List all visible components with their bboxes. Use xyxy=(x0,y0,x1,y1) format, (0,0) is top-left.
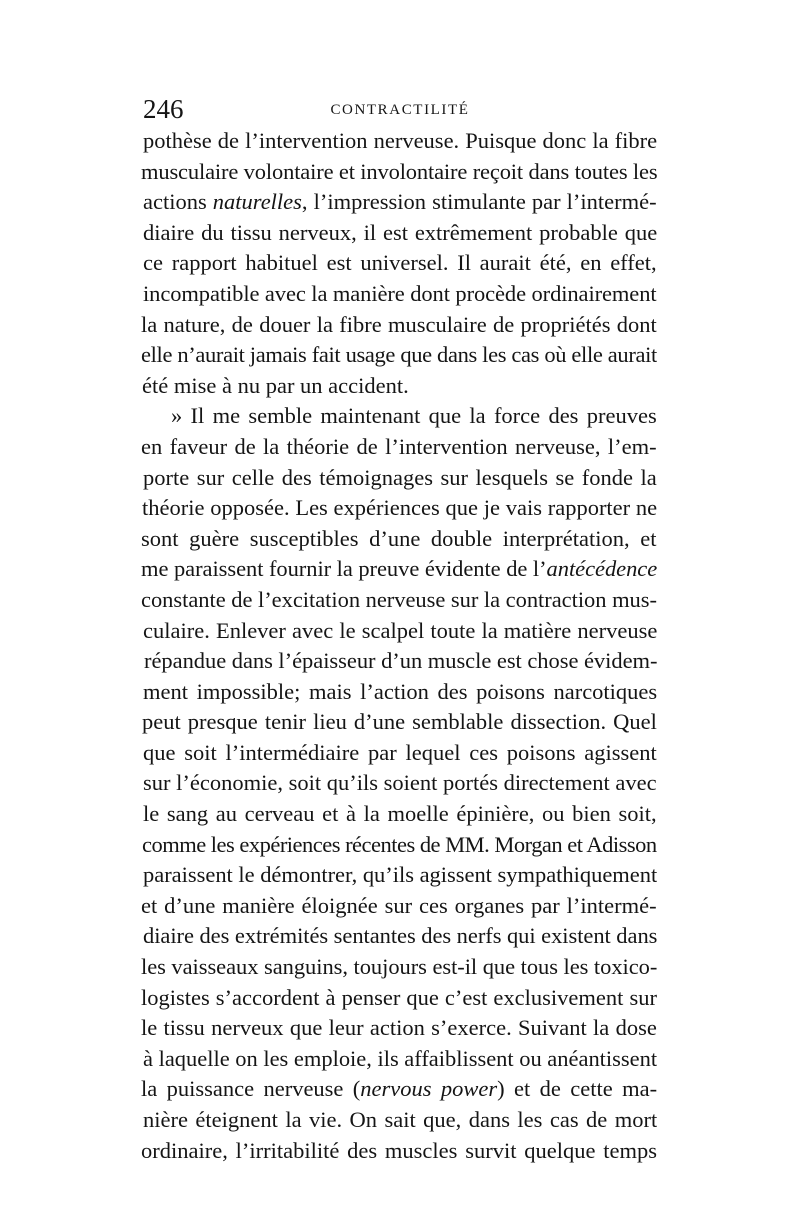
text-segment: elle n’aurait jamais fait usage que dans les cas où elle aurait xyxy=(141,342,657,368)
text-line xyxy=(141,157,657,188)
text-segment: à laquelle on les emploie, ils affaiblissent ou anéantissent xyxy=(143,1045,657,1071)
text-line xyxy=(141,952,657,983)
text-line xyxy=(141,1013,657,1044)
text-segment: paraissent le démontrer, qu’ils agissent sympathiquement xyxy=(143,862,657,888)
text-segment: comme les expériences récentes de MM. Morgan et Adisson xyxy=(142,831,657,857)
text-segment: musculaire volontaire et involontaire reçoit dans toutes les xyxy=(141,158,657,184)
text-line xyxy=(143,248,657,279)
text-segment: culaire. Enlever avec le scalpel toute la matière nerveuse xyxy=(143,617,657,643)
text-line xyxy=(141,340,657,371)
italic-text: naturelles xyxy=(212,189,302,215)
text-segment: le sang au cerveau et à la moelle épinière, ou bien soit, xyxy=(143,801,657,827)
text-line xyxy=(141,585,657,616)
text-line xyxy=(143,799,657,830)
text-line xyxy=(141,1074,657,1105)
text-line xyxy=(143,279,657,310)
page-header xyxy=(143,92,657,126)
text-segment: été mise à nu par un accident. xyxy=(142,372,409,398)
text-segment: peut presque tenir lieu d’une semblable dissection. Quel xyxy=(142,709,657,735)
text-segment: le tissu nerveux que leur action s’exerce. Suivant la dose xyxy=(141,1015,657,1041)
text-line xyxy=(143,463,657,494)
italic-text: antécédence xyxy=(546,556,657,582)
text-segment: nière éteignent la vie. On sait que, dans les cas de mort xyxy=(143,1107,657,1132)
text-line xyxy=(143,768,657,799)
text-line xyxy=(143,738,657,769)
page-number: 246 xyxy=(143,94,184,124)
text-segment: en faveur de la théorie de l’intervention nerveuse, l’em- xyxy=(141,433,657,459)
text-segment: que soit l’intermédiaire par lequel ces poisons agissent xyxy=(143,739,657,765)
text-segment: diaire du tissu nerveux, il est extrêmement probable que xyxy=(143,219,657,245)
text-segment: diaire des extrémités sentantes des nerfs qui existent dans xyxy=(143,923,657,949)
text-line xyxy=(142,493,657,524)
text-segment: actions xyxy=(143,189,213,215)
text-segment: constante de l’excitation nerveuse sur la contraction mus- xyxy=(141,586,657,612)
text-segment: ) et de cette ma- xyxy=(497,1076,657,1102)
text-segment: pothèse de l’intervention nerveuse. Puisque donc la fibre xyxy=(143,128,657,153)
text-segment: les vaisseaux sanguins, toujours est-il que tous les toxico- xyxy=(141,954,657,980)
text-line xyxy=(144,646,657,677)
text-segment: me paraissent fournir la preuve évidente de l’ xyxy=(141,556,547,582)
text-segment: ordinaire, l’irritabilité des muscles survit quelque temps xyxy=(141,1137,657,1163)
text-segment: incompatible avec la manière dont procède ordinairement xyxy=(143,280,657,306)
text-line xyxy=(141,983,657,1014)
text-line xyxy=(141,524,657,555)
text-segment: théorie opposée. Les expériences que je vais rapporter ne xyxy=(142,495,657,521)
text-segment: et d’une manière éloignée sur ces organes par l’intermé- xyxy=(141,892,657,918)
text-line xyxy=(143,401,657,432)
text-line xyxy=(143,187,657,218)
italic-text: nervous power xyxy=(360,1076,498,1102)
text-line xyxy=(143,921,657,952)
text-segment: ment impossible; mais l’action des poisons narcotiques xyxy=(143,678,657,704)
text-segment: répandue dans l’épaisseur d’un muscle est chose évidem- xyxy=(144,648,657,674)
text-segment: porte sur celle des témoignages sur lesquels se fonde la xyxy=(143,464,657,490)
text-line xyxy=(142,371,657,402)
text-line xyxy=(143,1105,657,1136)
text-segment: logistes s’accordent à penser que c’est exclusivement sur xyxy=(141,984,657,1010)
running-head: CONTRACTILITÉ xyxy=(330,102,470,118)
text-segment: » Il me semble maintenant que la force des preuves xyxy=(171,403,657,429)
text-line xyxy=(142,830,657,861)
text-line xyxy=(141,310,657,341)
text-segment: ce rapport habituel est universel. Il aurait été, en effet, xyxy=(143,250,657,276)
text-line xyxy=(143,1044,657,1075)
text-line xyxy=(143,616,657,647)
text-segment: sur l’économie, soit qu’ils soient portés directement avec xyxy=(143,770,657,796)
text-line xyxy=(143,218,657,249)
text-segment: la puissance nerveuse ( xyxy=(141,1076,361,1102)
text-line xyxy=(143,677,657,708)
text-line xyxy=(143,126,657,157)
text-segment: , l’impression stimulante par l’intermé- xyxy=(301,189,657,215)
text-line xyxy=(143,860,657,891)
text-line xyxy=(141,432,657,463)
text-segment: la nature, de douer la fibre musculaire de propriétés dont xyxy=(141,311,657,337)
text-line xyxy=(141,554,657,585)
text-line xyxy=(141,1136,657,1167)
text-segment: sont guère susceptibles d’une double interprétation, et xyxy=(141,525,657,551)
text-line xyxy=(141,891,657,922)
body-text xyxy=(143,126,657,1166)
text-line xyxy=(142,707,657,738)
